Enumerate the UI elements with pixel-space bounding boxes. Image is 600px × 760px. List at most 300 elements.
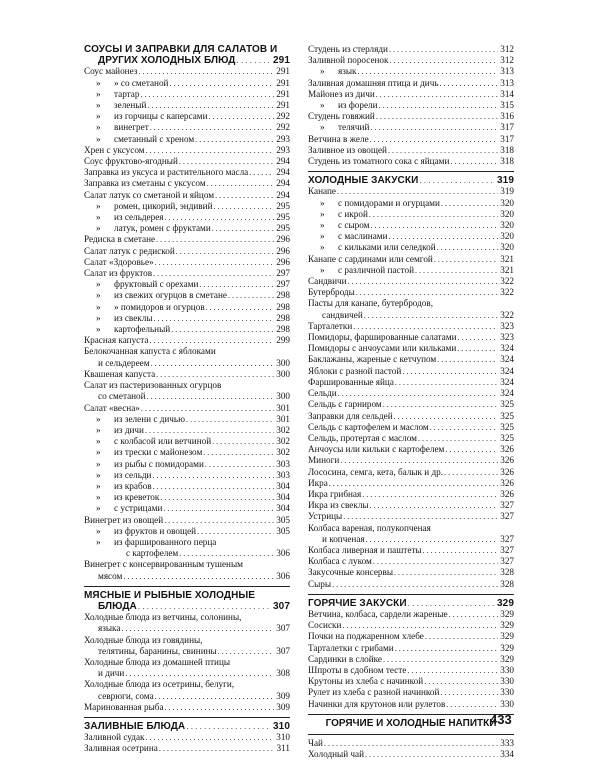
- dot-leader: [324, 738, 498, 749]
- dot-leader: [394, 567, 498, 578]
- ditto-mark: »: [96, 536, 101, 547]
- dot-leader: [390, 55, 499, 66]
- ditto-mark: »: [320, 100, 325, 111]
- dot-leader: [203, 447, 274, 458]
- entry-title: Ветчина, колбаса, сардели жареные: [308, 608, 448, 619]
- index-entry: [84, 492, 290, 503]
- section-heading-entry: [84, 590, 290, 612]
- entry-page-number: 326: [500, 455, 514, 466]
- entry-page-number: 324: [500, 343, 514, 354]
- entry-page-number: 322: [500, 276, 514, 287]
- entry-title: Студень из стерляди: [308, 44, 388, 54]
- index-entry: [308, 489, 514, 500]
- index-entry: [308, 609, 514, 620]
- index-entry: [308, 523, 514, 545]
- dot-leader: [402, 366, 498, 377]
- dot-leader: [140, 89, 274, 100]
- dot-leader: [199, 279, 274, 290]
- entry-page-number: 329: [500, 608, 514, 619]
- entry-title: из трески с майонезом: [114, 447, 203, 458]
- entry-title: севрюги, сома: [98, 690, 154, 701]
- entry-page-number: 291: [276, 88, 290, 99]
- entry-title: с картофелем: [126, 548, 179, 559]
- index-entry: [308, 511, 514, 522]
- index-entry: [308, 422, 514, 433]
- entry-page-number: 322: [500, 309, 514, 320]
- dot-leader: [176, 246, 274, 257]
- index-entry: [308, 242, 514, 253]
- index-entry: [308, 287, 514, 298]
- dot-leader: [437, 354, 498, 365]
- entry-title: Сельдь, протертая с маслом: [308, 432, 417, 443]
- dot-leader: [165, 212, 275, 223]
- entry-title: сандвичей: [322, 309, 363, 320]
- entry-title: Квашеная капуста: [84, 368, 156, 379]
- entry-title: Маринованная рыба: [84, 701, 164, 712]
- entry-title: Сосиски: [308, 620, 342, 631]
- dot-leader: [415, 265, 498, 276]
- entry-title: ДРУГИХ ХОЛОДНЫХ БЛЮД: [98, 55, 236, 67]
- entry-title: Винегрет с консервированным тушеным: [84, 559, 243, 570]
- ditto-mark: »: [320, 197, 325, 208]
- ditto-mark: »: [96, 200, 101, 211]
- entry-title: Заливной судак: [84, 732, 145, 743]
- entry-title: Баклажаны, жареные с кетчупом: [308, 354, 437, 365]
- entry-page-number: 327: [500, 556, 514, 567]
- entry-page-number: 329: [500, 620, 514, 631]
- index-entry: [84, 537, 290, 559]
- index-entry: [84, 156, 290, 167]
- dot-leader: [389, 44, 498, 55]
- index-entry: [308, 455, 514, 466]
- entry-title: Соус фруктово-ягодный: [84, 156, 178, 167]
- dot-leader: [370, 122, 498, 133]
- entry-title: Заправки для сельдей: [308, 410, 393, 421]
- entry-page-number: 327: [500, 511, 514, 522]
- index-entry: [84, 302, 290, 313]
- index-entry: [308, 254, 514, 265]
- entry-title: Заправка из уксуса и растительного масла: [84, 167, 249, 178]
- entry-title: из дичи: [114, 424, 144, 435]
- index-entry: [308, 556, 514, 567]
- dot-leader: [423, 545, 499, 556]
- entry-title: из фаршированного перца: [114, 536, 217, 547]
- entry-page-number: 317: [500, 122, 514, 133]
- dot-leader: [437, 242, 499, 253]
- index-entry: [84, 89, 290, 100]
- entry-title: Сыры: [308, 578, 332, 589]
- index-entry: [308, 220, 514, 231]
- index-entry: [308, 545, 514, 556]
- dot-leader: [138, 66, 274, 77]
- entry-page-number: 321: [500, 264, 514, 275]
- entry-title: из крабов: [114, 480, 152, 491]
- entry-page-number: 294: [276, 167, 290, 178]
- index-entry: [84, 122, 290, 133]
- index-entry: [308, 321, 514, 332]
- index-entry: [308, 377, 514, 388]
- entry-title: Редиска в сметане: [84, 234, 156, 245]
- entry-page-number: 306: [276, 548, 290, 559]
- dot-leader: [364, 310, 498, 321]
- dot-leader: [418, 433, 498, 444]
- entry-title: Сельди: [308, 388, 337, 399]
- index-entry: [84, 212, 290, 223]
- index-entry: [84, 66, 290, 77]
- dot-leader: [169, 78, 274, 89]
- entry-page-number: 320: [500, 208, 514, 219]
- dot-leader: [362, 489, 498, 500]
- dot-leader: [376, 111, 498, 122]
- dot-leader: [444, 467, 498, 478]
- index-entry: [84, 346, 290, 368]
- entry-page-number: 304: [276, 503, 290, 514]
- entry-page-number: 324: [500, 388, 514, 399]
- right-column: [308, 44, 514, 760]
- ditto-mark: »: [96, 469, 101, 480]
- dot-leader: [356, 287, 498, 298]
- entry-page-number: 302: [276, 436, 290, 447]
- entry-title: Бутерброды: [308, 287, 355, 298]
- entry-title: Красная капуста: [84, 335, 149, 346]
- dot-leader: [343, 511, 498, 522]
- section-heading-entry: [308, 598, 514, 609]
- ditto-mark: »: [320, 242, 325, 253]
- dot-leader: [342, 620, 498, 631]
- index-entry: [308, 411, 514, 422]
- dot-leader: [395, 377, 498, 388]
- index-entry: [84, 190, 290, 201]
- dot-leader: [152, 470, 274, 481]
- entry-title: » со сметаной: [114, 77, 169, 88]
- dot-leader: [186, 414, 274, 425]
- entry-title: телятины, баранины, свинины: [98, 645, 217, 656]
- dot-leader: [155, 691, 275, 702]
- index-entry: [84, 111, 290, 122]
- index-entry: [84, 425, 290, 436]
- entry-title: и сельдереем: [98, 357, 150, 368]
- entry-title: Закусочные консервы: [308, 567, 394, 578]
- dot-leader: [407, 665, 498, 676]
- entry-page-number: 298: [276, 301, 290, 312]
- dot-leader: [408, 598, 495, 609]
- dot-leader: [156, 234, 274, 245]
- entry-title: МЯСНЫЕ И РЫБНЫЕ ХОЛОДНЫЕ: [84, 589, 256, 601]
- dot-leader: [383, 654, 498, 665]
- entry-title: Холодные блюда из ветчины, солонины,: [84, 612, 242, 623]
- dot-leader: [179, 548, 274, 559]
- dot-leader: [186, 721, 271, 732]
- index-entry: [84, 403, 290, 414]
- index-entry: [308, 631, 514, 642]
- entry-title: Ветчина в желе: [308, 133, 369, 144]
- entry-title: ГОРЯЧИЕ ЗАКУСКИ: [308, 597, 407, 609]
- entry-title: Винегрет из овощей: [84, 514, 164, 525]
- index-entry: [308, 209, 514, 220]
- entry-page-number: 329: [500, 653, 514, 664]
- index-entry: [84, 134, 290, 145]
- entry-page-number: 307: [276, 623, 290, 634]
- dot-leader: [440, 687, 498, 698]
- dot-leader: [150, 122, 275, 133]
- dot-leader: [388, 145, 498, 156]
- entry-page-number: 305: [276, 514, 290, 525]
- dot-leader: [212, 223, 274, 234]
- entry-page-number: 314: [500, 88, 514, 99]
- dot-leader: [379, 100, 499, 111]
- entry-title: Майонез из дичи: [308, 88, 375, 99]
- index-entry: [84, 100, 290, 111]
- index-entry: [308, 276, 514, 287]
- entry-page-number: 323: [500, 332, 514, 343]
- entry-page-number: 295: [276, 223, 290, 234]
- entry-title: мясом: [98, 570, 123, 581]
- section-heading-entry: [308, 175, 514, 186]
- entry-page-number: 292: [276, 122, 290, 133]
- index-entry: [308, 332, 514, 343]
- dot-leader: [348, 276, 499, 287]
- entry-title: Холодный чай: [308, 748, 365, 759]
- index-entry: [308, 665, 514, 676]
- index-entry: [308, 643, 514, 654]
- entry-title: тартар: [114, 88, 140, 99]
- index-entry: [308, 44, 514, 55]
- entry-page-number: 317: [500, 133, 514, 144]
- dot-leader: [149, 335, 274, 346]
- entry-title: Лососина, семга, кета, балык и др.: [308, 466, 444, 477]
- entry-title: с маслинами: [338, 231, 388, 242]
- entry-title: ХОЛОДНЫЕ ЗАКУСКИ: [308, 175, 419, 187]
- index-entry: [84, 369, 290, 380]
- entry-page-number: 297: [276, 268, 290, 279]
- index-entry: [84, 657, 290, 679]
- dot-leader: [153, 268, 274, 279]
- dot-leader: [329, 478, 498, 489]
- section-heading-entry: [84, 44, 290, 66]
- index-entry: [84, 268, 290, 279]
- dot-leader: [123, 571, 274, 582]
- entry-title: Заливная осетрина: [84, 743, 158, 754]
- entry-page-number: 298: [276, 324, 290, 335]
- dot-leader: [147, 391, 275, 402]
- entry-page-number: 309: [276, 701, 290, 712]
- index-entry: [308, 231, 514, 242]
- dot-leader: [160, 492, 274, 503]
- entry-title: ЗАЛИВНЫЕ БЛЮДА: [84, 720, 186, 732]
- entry-page-number: 297: [276, 279, 290, 290]
- entry-page-number: 295: [276, 212, 290, 223]
- entry-page-number: 291: [276, 100, 290, 111]
- dot-leader: [228, 290, 274, 301]
- index-entry: [84, 526, 290, 537]
- index-entry: [308, 749, 514, 760]
- index-entry: [84, 78, 290, 89]
- dot-leader: [141, 403, 274, 414]
- entry-title: из креветок: [114, 492, 160, 503]
- index-entry: [308, 388, 514, 399]
- index-entry: [308, 699, 514, 710]
- entry-title: из сельдерея: [114, 212, 164, 223]
- dot-leader: [121, 623, 274, 634]
- dot-leader: [434, 254, 498, 265]
- ditto-mark: »: [96, 212, 101, 223]
- dot-leader: [147, 100, 274, 111]
- index-entry: [84, 167, 290, 178]
- index-entry: [308, 676, 514, 687]
- entry-title: Студень говяжий: [308, 111, 375, 122]
- index-entry: [84, 559, 290, 581]
- dot-leader: [155, 257, 275, 268]
- entry-title: Холодные блюда из домашней птицы: [84, 656, 231, 667]
- entry-title: Икра грибная: [308, 488, 362, 499]
- entry-title: Пасты для канапе, бутербродов,: [308, 298, 434, 309]
- entry-title: Студень из томатного сока с яйцами: [308, 156, 450, 167]
- dot-leader: [373, 556, 498, 567]
- dot-leader: [370, 134, 499, 145]
- entry-page-number: 299: [276, 335, 290, 346]
- section-divider: [308, 714, 514, 715]
- entry-page-number: 298: [276, 290, 290, 301]
- dot-leader: [449, 609, 499, 620]
- ditto-mark: »: [96, 492, 101, 503]
- index-entry: [308, 265, 514, 276]
- ditto-mark: »: [96, 503, 101, 514]
- dot-leader: [430, 422, 498, 433]
- dot-leader: [218, 646, 275, 657]
- dot-leader: [156, 369, 274, 380]
- dot-leader: [171, 324, 274, 335]
- ditto-mark: »: [320, 220, 325, 231]
- dot-leader: [125, 668, 274, 679]
- entry-title: с устрицами: [114, 503, 163, 514]
- section-divider: [84, 586, 290, 587]
- dot-leader: [154, 313, 275, 324]
- entry-page-number: 296: [276, 234, 290, 245]
- entry-title: с икрой: [338, 208, 368, 219]
- entry-title: Тарталетки: [308, 320, 353, 331]
- entry-page-number: 303: [276, 469, 290, 480]
- entry-page-number: 296: [276, 256, 290, 267]
- dot-leader: [419, 175, 495, 186]
- entry-title: фруктовый с орехами: [114, 279, 199, 290]
- index-entry: [308, 354, 514, 365]
- entry-title: из горчицы с каперсами: [114, 111, 208, 122]
- dot-leader: [338, 388, 499, 399]
- entry-title: Соус майонез: [84, 66, 138, 77]
- entry-title: Яблоки с разной пастой: [308, 365, 402, 376]
- entry-page-number: 291: [276, 66, 290, 77]
- entry-title: Хрен с уксусом: [84, 144, 145, 155]
- dot-leader: [450, 156, 498, 167]
- section-divider: [308, 594, 514, 595]
- index-entry: [84, 324, 290, 335]
- entry-page-number: 310: [273, 720, 290, 732]
- entry-title: с помидорами и огурцами: [338, 197, 440, 208]
- entry-page-number: 326: [500, 444, 514, 455]
- entry-page-number: 308: [276, 668, 290, 679]
- entry-page-number: 325: [500, 399, 514, 410]
- index-entry: [84, 743, 290, 754]
- index-entry: [84, 470, 290, 481]
- index-entry: [84, 178, 290, 189]
- entry-page-number: 304: [276, 480, 290, 491]
- index-entry: [308, 343, 514, 354]
- entry-title: с различной пастой: [338, 264, 414, 275]
- entry-page-number: 303: [276, 458, 290, 469]
- entry-page-number: 316: [500, 111, 514, 122]
- ditto-mark: »: [96, 279, 101, 290]
- dot-leader: [383, 399, 498, 410]
- entry-title: Салат из пастеризованных огурцов: [84, 380, 222, 391]
- dot-leader: [206, 302, 275, 313]
- dot-leader: [376, 89, 498, 100]
- index-entry: [84, 201, 290, 212]
- entry-title: Канапе: [308, 186, 336, 197]
- ditto-mark: »: [320, 264, 325, 275]
- section-heading: ГОРЯЧИЕ И ХОЛОДНЫЕ НАПИТКИ: [325, 717, 497, 729]
- index-entry: [84, 290, 290, 301]
- index-entry: [308, 738, 514, 749]
- entry-page-number: 295: [276, 200, 290, 211]
- index-entry: [308, 156, 514, 167]
- dot-leader: [457, 343, 498, 354]
- entry-page-number: 328: [500, 578, 514, 589]
- index-entry: [84, 414, 290, 425]
- entry-title: Колбаса ливерная и паштеты: [308, 544, 422, 555]
- dot-leader: [195, 134, 274, 145]
- index-entry: [308, 567, 514, 578]
- entry-page-number: 320: [500, 220, 514, 231]
- entry-page-number: 334: [500, 748, 514, 759]
- entry-page-number: 333: [500, 737, 514, 748]
- entry-title: Сельдь с гарниром: [308, 399, 382, 410]
- entry-title: Салат «весна»: [84, 402, 140, 413]
- entry-title: Салат латук со сметаной и яйцом: [84, 189, 215, 200]
- dot-leader: [159, 743, 275, 754]
- ditto-mark: »: [96, 480, 101, 491]
- dot-leader: [440, 78, 499, 89]
- entry-title: телячий: [338, 122, 370, 133]
- index-entry: [84, 515, 290, 526]
- index-entry: [308, 500, 514, 511]
- index-entry: [308, 198, 514, 209]
- index-entry: [308, 134, 514, 145]
- entry-title: Икра из свеклы: [308, 500, 369, 511]
- entry-page-number: 306: [276, 570, 290, 581]
- entry-page-number: 307: [276, 645, 290, 656]
- entry-page-number: 325: [500, 410, 514, 421]
- entry-page-number: 329: [497, 597, 514, 609]
- dot-leader: [395, 643, 499, 654]
- entry-page-number: 313: [500, 77, 514, 88]
- section-divider: [308, 734, 514, 735]
- entry-title: Канапе с сардинами или семгой: [308, 253, 433, 264]
- entry-title: Холодные блюда из осетрины, белуги,: [84, 679, 235, 690]
- index-entry: [308, 654, 514, 665]
- ditto-mark: »: [96, 447, 101, 458]
- index-entry: [84, 436, 290, 447]
- dot-leader: [237, 55, 271, 66]
- entry-page-number: 292: [276, 111, 290, 122]
- entry-title: винегрет: [114, 122, 149, 133]
- index-entry: [84, 503, 290, 514]
- index-entry: [84, 246, 290, 257]
- ditto-mark: »: [96, 458, 101, 469]
- entry-page-number: 328: [500, 567, 514, 578]
- ditto-mark: »: [96, 223, 101, 234]
- entry-page-number: 300: [276, 391, 290, 402]
- entry-page-number: 324: [500, 376, 514, 387]
